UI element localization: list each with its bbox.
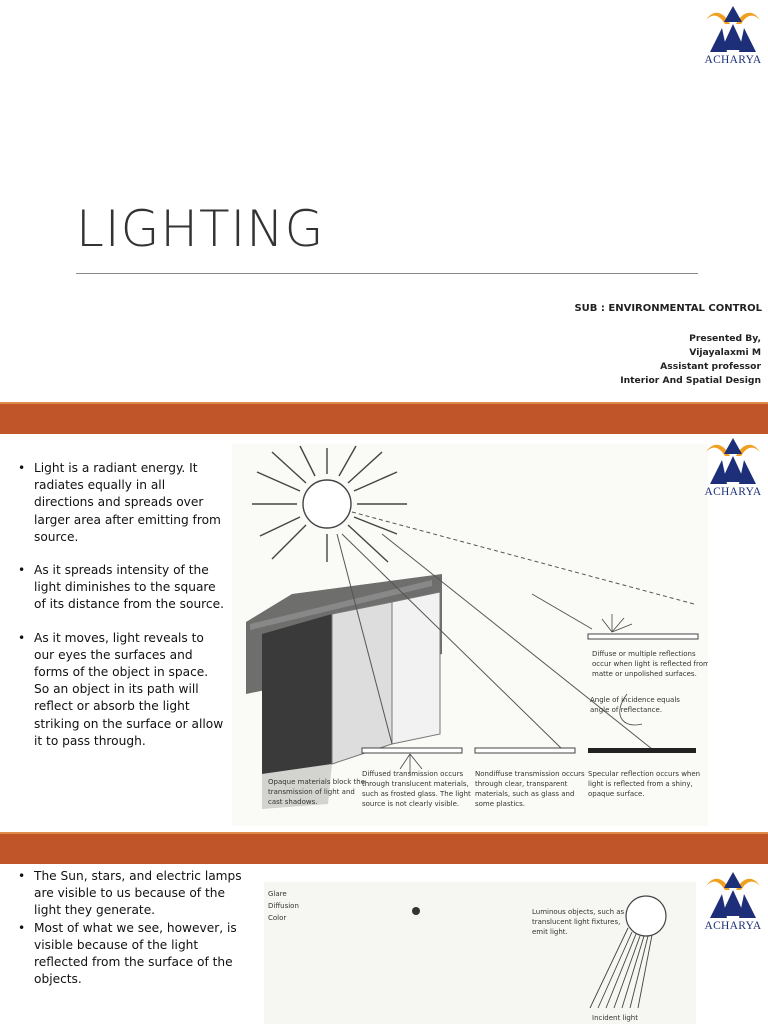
caption-nondiffuse-1: through clear, transparent [475,780,568,788]
caption-opaque-1: transmission of light and [268,788,355,796]
diagram-list-item: Color [268,914,287,922]
light-diagram-illustration [232,444,708,826]
caption-luminous-0: Luminous objects, such as [532,908,625,916]
presenter-name: Vijayalaxmi M [689,347,761,358]
subject-line: SUB : ENVIRONMENTAL CONTROL [574,303,762,314]
title-divider [76,273,698,274]
bullet-item: • As it spreads intensity of the light diminishes to the square of its distance from the source. [14,562,224,614]
title-slide [0,0,768,402]
presenter-block [620,332,761,388]
slide-separator-bar [0,832,768,864]
caption-angle-1: angle of reflectance. [590,706,663,714]
slide-separator-bar [0,402,768,434]
caption-angle-0: Angle of incidence equals [590,696,680,704]
caption-incident-light: Incident light [592,1014,638,1022]
caption-luminous-2: emit light. [532,928,568,936]
acharya-logo [700,434,766,504]
acharya-logo [700,2,766,72]
presenter-dept: Interior And Spatial Design [620,375,761,386]
caption-nondiffuse-0: Nondiffuse transmission occurs [475,770,585,778]
light-rays [590,928,652,1008]
presented-by-label: Presented By, [689,333,761,344]
logo-text: ACHARYA [704,486,762,498]
logo-emblem-icon [700,2,766,54]
caption-diffuse-reflection-0: Diffuse or multiple reflections [592,650,696,658]
acharya-logo [700,868,766,938]
caption-luminous-1: translucent light fixtures, [532,918,621,926]
caption-diffused-3: source is not clearly visible. [362,800,460,808]
caption-diffuse-reflection-2: matte or unpolished surfaces. [592,670,697,678]
caption-nondiffuse-3: some plastics. [475,800,526,808]
logo-text: ACHARYA [704,920,762,932]
sun-icon [252,446,407,562]
caption-specular-0: Specular reflection occurs when [588,770,701,778]
logo-text: ACHARYA [704,54,762,66]
caption-opaque-2: cast shadows. [268,798,318,806]
bullet-list [14,868,244,988]
bullet-item: • The Sun, stars, and electric lamps are visible to us because of the light they generate. [14,868,244,920]
bullet-item: • As it moves, light reveals to our eyes the surfaces and forms of the object in space. So an object in its path will reflect or absorb the light striking on the surface or allow it to pass through. [14,630,224,750]
luminous-objects-slide [0,864,768,1024]
bullet-list [14,460,224,766]
caption-opaque-0: Opaque materials block the [268,778,366,786]
point-source-dot [412,907,420,915]
luminous-object-diagram [264,882,696,1024]
page-title: LIGHTING [76,200,325,258]
caption-specular-2: opaque surface. [588,790,645,798]
logo-emblem-icon [700,434,766,486]
luminous-sphere-icon [626,896,666,936]
caption-diffused-2: such as frosted glass. The light [362,790,471,798]
presenter-role: Assistant professor [660,361,761,372]
bullet-item: • Most of what we see, however, is visible because of the light reflected from the surface of the objects. [14,920,244,989]
luminous-diagram-illustration [264,882,696,1024]
logo-emblem-icon [700,868,766,920]
caption-diffuse-reflection-1: occur when light is reflected from [592,660,708,668]
caption-diffused-0: Diffused transmission occurs [362,770,464,778]
bullet-item: • Light is a radiant energy. It radiates equally in all directions and spreads over larger area after emitting from source. [14,460,224,546]
caption-nondiffuse-2: materials, such as glass and [475,790,575,798]
caption-diffused-1: through translucent materials, [362,780,469,788]
light-transmission-diagram [232,444,708,826]
diagram-list-item: Glare [268,890,287,898]
light-properties-slide [0,434,768,832]
caption-specular-1: light is reflected from a shiny, [588,780,693,788]
diagram-list-item: Diffusion [268,902,299,910]
